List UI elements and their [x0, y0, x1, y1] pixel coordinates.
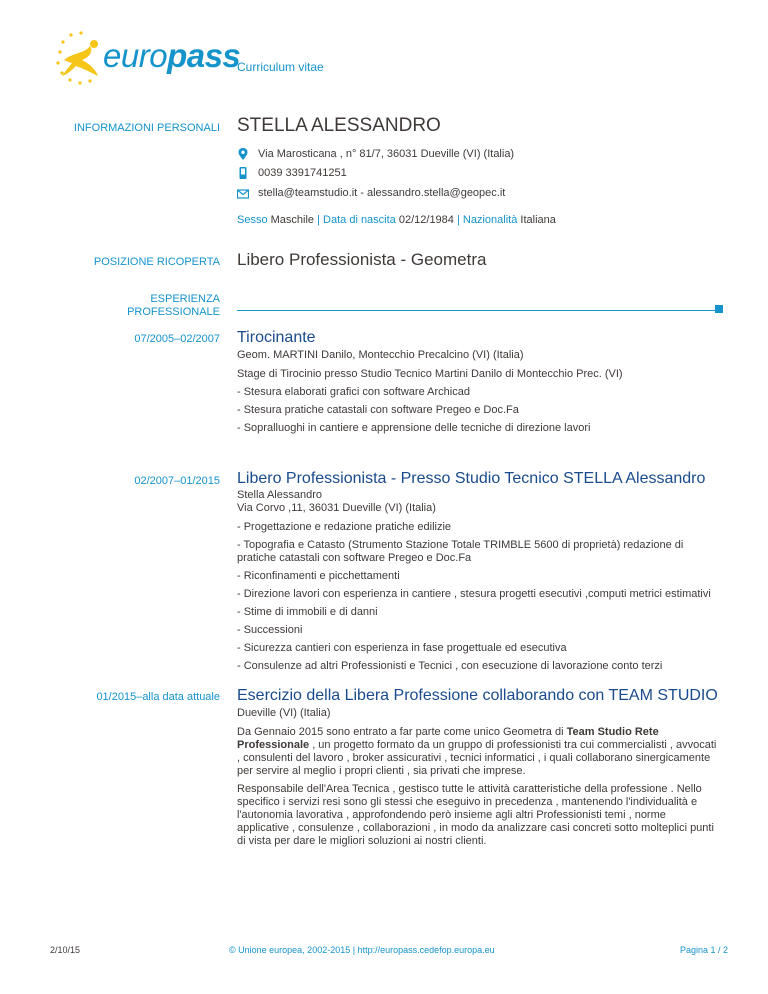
- separator: |: [317, 214, 320, 226]
- entry-body: [237, 349, 717, 440]
- entry-line: - Stesura pratiche catastali con software Pregeo e Doc.Fa: [237, 404, 519, 416]
- birth-label: Data di nascita: [323, 214, 396, 226]
- nationality-value: Italiana: [520, 214, 556, 226]
- address: Via Marosticana , n° 81/7, 36031 Dueville (VI) (Italia): [258, 148, 515, 160]
- entry-line: - Stime di immobili e di danni: [237, 606, 378, 618]
- header-title: Curriculum vitae: [237, 60, 324, 74]
- entry-employer: Dueville (VI) (Italia): [237, 707, 331, 719]
- email-icon: [237, 188, 249, 200]
- entry-line: Stage di Tirocinio presso Studio Tecnico Martini Danilo di Montecchio Prec. (VI): [237, 368, 623, 380]
- entry-body: [237, 489, 717, 678]
- footer-page-number: Pagina 1 / 2: [680, 945, 729, 955]
- europass-wordmark: europass: [103, 37, 241, 74]
- birth-value: 02/12/1984: [398, 214, 454, 226]
- entry-title: Libero Professionista - Presso Studio Tecnico STELLA Alessandro: [237, 470, 706, 487]
- entry-title: Esercizio della Libera Professione collaborando con TEAM STUDIO: [237, 687, 718, 704]
- europass-logo-icon: [50, 30, 110, 85]
- entry-paragraph: Da Gennaio 2015 sono entrato a far parte come unico Geometra di Team Studio Rete Professionale , un progetto formato da un gruppo di professionisti tra cui commercialisti , avvocati , consulenti del lavoro , broker assicurativi , tecnici informatici , i quali collaborano sinergicamente per servire al meglio i propri clienti , sia privati che imprese.: [237, 726, 717, 777]
- entry-line: - Sopralluoghi in cantiere e apprensione delle tecniche di direzione lavori: [237, 422, 591, 434]
- footer-date: 2/10/15: [50, 945, 81, 955]
- position-label: POSIZIONE RICOPERTA: [93, 256, 220, 268]
- entry-body: [237, 707, 719, 853]
- separator: |: [456, 214, 460, 226]
- entry-paragraph: Responsabile dell'Area Tecnica , gestisco tutte le attività caratteristiche della professione . Nello specifico i servizi resi sono gli stessi che eseguivo in precedenza , mantenendo l'individualità e l'autonomia lavorativa , approfondendo però insieme agli altri Professionisti temi , norme applicative , consulenze , collaborazioni , in modo da analizzare casi concreti sotto molteplici punti di vista per dare le migliori soluzioni ai nostri clienti.: [237, 783, 714, 847]
- entry-line: - Successioni: [237, 624, 303, 636]
- personal-info-label: INFORMAZIONI PERSONALI: [73, 122, 220, 134]
- section-divider: [237, 310, 715, 311]
- entry-dates: 01/2015–alla data attuale: [96, 691, 220, 703]
- entry-employer-address: Via Corvo ,11, 36031 Dueville (VI) (Italia): [237, 502, 436, 514]
- entry-line: - Stesura elaborati grafici con software Archicad: [237, 386, 470, 398]
- person-name: STELLA ALESSANDRO: [237, 115, 441, 136]
- personal-details: [237, 214, 556, 227]
- entry-employer: Geom. MARTINI Danilo, Montecchio Precalcino (VI) (Italia): [237, 349, 524, 361]
- email[interactable]: stella@teamstudio.it - alessandro.stella@geopec.it: [258, 187, 506, 199]
- entry-title: Tirocinante: [237, 329, 316, 346]
- entry-line: - Direzione lavori con esperienza in cantiere , stesura progetti esecutivi ,computi metrici estimativi: [237, 588, 711, 600]
- phone: 0039 3391741251: [258, 167, 347, 179]
- position-value: Libero Professionista - Geometra: [237, 250, 487, 269]
- entry-dates: 07/2005–02/2007: [134, 333, 220, 345]
- footer-copyright-link[interactable]: © Unione europea, 2002-2015 | http://europass.cedefop.europa.eu: [229, 945, 495, 955]
- phone-icon: [237, 167, 249, 179]
- entry-employer: Stella Alessandro: [237, 489, 322, 501]
- entry-line: - Progettazione e redazione pratiche edilizie: [237, 521, 452, 533]
- experience-label: ESPERIENZA PROFESSIONALE: [127, 293, 220, 318]
- sex-label: Sesso: [237, 214, 268, 226]
- entry-dates: 02/2007–01/2015: [134, 475, 220, 487]
- entry-line: - Topografia e Catasto (Strumento Stazione Totale TRIMBLE 5600 di proprietà) redazione di pratiche catastali con software Pregeo e Doc.Fa: [237, 539, 684, 564]
- nationality-label: Nazionalità: [462, 214, 518, 226]
- entry-line: - Sicurezza cantieri con esperienza in fase progettuale ed esecutiva: [237, 642, 567, 654]
- entry-line: - Consulenze ad altri Professionisti e Tecnici , con esecuzione di lavorazione conto terzi: [237, 660, 663, 672]
- entry-line: - Riconfinamenti e picchettamenti: [237, 570, 400, 582]
- location-icon: [237, 148, 249, 160]
- sex-value: Maschile: [270, 214, 315, 226]
- divider-square: [715, 305, 723, 313]
